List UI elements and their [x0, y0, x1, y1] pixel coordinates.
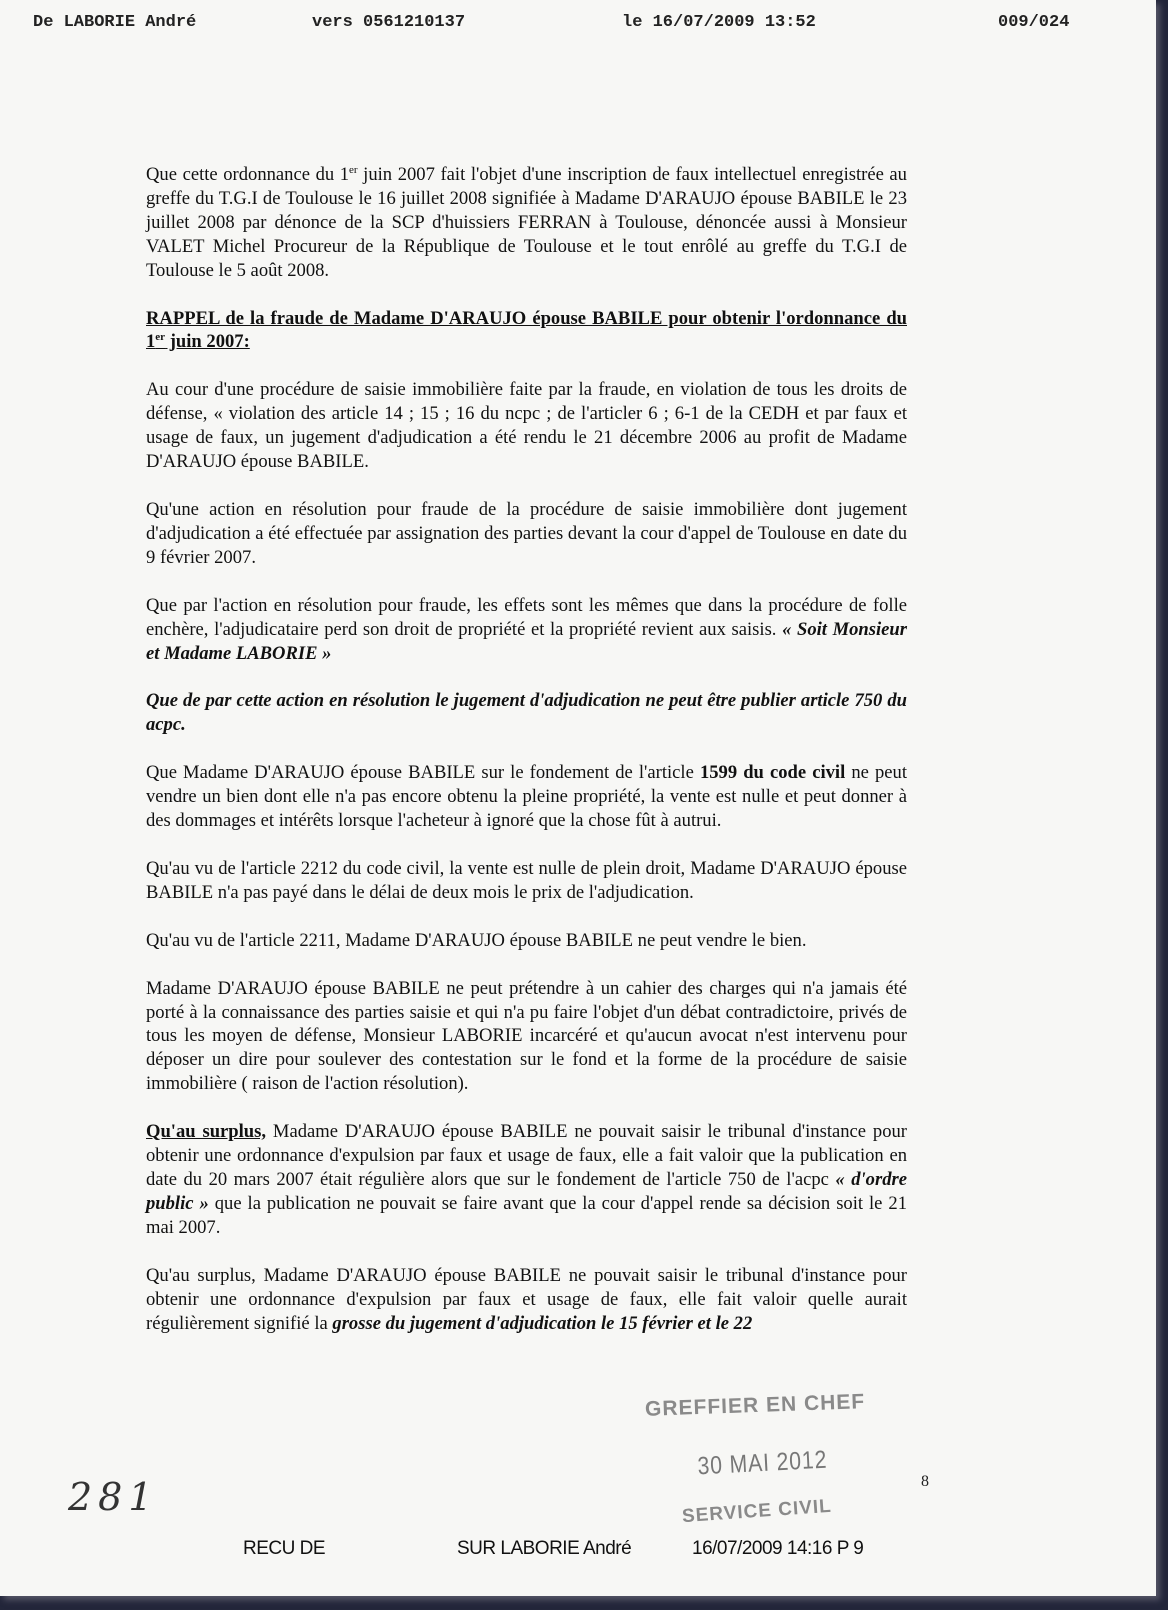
fax-recipient: vers 0561210137 [312, 13, 466, 32]
stamp-date: 30 MAI 2012 [696, 1445, 828, 1481]
fax-footer-recu: RECU DE [243, 1538, 326, 1559]
fax-sender: De LABORIE André [33, 13, 197, 32]
underlined-text: Qu'au surplus, [146, 1121, 267, 1143]
paragraph-6: Que de par cette action en résolution le jugement d'adjudication ne peut être publier article 750 du acpc. [146, 690, 907, 736]
fax-footer-date: 16/07/2009 14:16 P 9 [692, 1538, 864, 1559]
text: juin 2007 fait l'objet d'une inscription de faux intellectuel enregistrée au greffe du T.G.I de Toulouse le 16 juillet 2008 signifiée à Madame D'ARAUJO épouse BABILE le 23 juillet 2008 par dénonce de la SCP d'huissiers FERRAN à Toulouse, dénoncée aussi à Monsieur VALET Michel Procureur de la République de Toulouse et le tout enrôlé au greffe du T.G.I de Toulouse le 5 août 2008. [146, 164, 907, 281]
paragraph-12 [146, 1264, 907, 1336]
handwritten-number: 281 [68, 1475, 159, 1519]
text: Qu'au surplus, Madame D'ARAUJO épouse BABILE ne pouvait saisir le tribunal d'instance pour obtenir une ordonnance d'expulsion par faux et usage de faux, elle fait valoir quelle aurait régulièrement signifié la [146, 1264, 907, 1334]
paragraph-10: Madame D'ARAUJO épouse BABILE ne peut prétendre à un cahier des charges qui n'a jamais été porté à la connaissance des parties saisie et qui n'a pu faire l'objet d'un débat contradictoire, privés de tous les moyen de défense, Monsieur LABORIE incarcéré et qu'aucun avocat n'est intervenu pour déposer un dire pour soulever des contestation sur le fond et la forme de la procédure de saisie immobilière ( raison de l'action résolution). [146, 977, 907, 1095]
emphasis: « d'ordre public » [146, 1169, 907, 1214]
text: Que par l'action en résolution pour fraude, les effets sont les mêmes que dans la procédure de folle enchère, l'adjudicataire perd son droit de propriété et la propriété revient aux saisis. [146, 594, 907, 640]
paragraph-3: Au cour d'une procédure de saisie immobilière faite par la fraude, en violation de tous les droits de défense, « violation des article 14 ; 15 ; 16 du ncpc ; de l'articler 6 ; 6-1 de la CEDH et par faux et usage de faux, un jugement d'adjudication a été rendu le 21 décembre 2006 au profit de Madame D'ARAUJO épouse BABILE. [146, 379, 907, 473]
fax-footer-sur: SUR LABORIE André [457, 1538, 632, 1559]
paragraph-5 [146, 594, 907, 666]
page-number: 8 [921, 1473, 929, 1490]
bold-text: 1599 du code civil [699, 762, 846, 784]
paragraph-8: Qu'au vu de l'article 2212 du code civil, la vente est nulle de plein droit, Madame D'ARAUJO épouse BABILE n'a pas payé dans le délai de deux mois le prix de l'adjudication. [146, 857, 907, 903]
stamp-greffier: GREFFIER EN CHEF [644, 1390, 866, 1421]
text: que la publication ne pouvait se faire avant que la cour d'appel rende sa décision soit le 21 mai 2007. [146, 1192, 907, 1238]
emphasis: « Soit Monsieur et Madame LABORIE » [146, 618, 907, 664]
paragraph-4: Qu'une action en résolution pour fraude de la procédure de saisie immobilière dont jugement d'adjudication a été effectuée par assignation des parties devant la cour d'appel de Toulouse en date du 9 février 2007. [146, 498, 907, 568]
text: Madame D'ARAUJO épouse BABILE ne pouvait saisir le tribunal d'instance pour obtenir une ordonnance d'expulsion par faux et usage de faux, elle a fait valoir que la publication en date du 20 mars 2007 était régulière alors que sur le fondement de l'article 750 de l'acpc [146, 1121, 907, 1190]
paragraph-7 [146, 761, 907, 833]
document-body [146, 163, 907, 1359]
superscript: er [349, 163, 358, 176]
fax-page-count: 009/024 [998, 13, 1070, 32]
section-heading [146, 307, 907, 355]
superscript: er [155, 331, 166, 344]
text: juin 2007: [165, 331, 250, 353]
emphasis: grosse du jugement d'adjudication le 15 février et le 22 [332, 1312, 753, 1334]
paragraph-9: Qu'au vu de l'article 2211, Madame D'ARAUJO épouse BABILE ne peut vendre le bien. [146, 929, 807, 951]
text: ne peut vendre un bien dont elle n'a pas encore obtenu la pleine propriété, la vente est nulle et peut donner à des dommages et intérêts lorsque l'acheteur à ignoré que la chose fût à autrui. [146, 762, 907, 832]
text: Que cette ordonnance du 1 [146, 164, 350, 185]
text: Que Madame D'ARAUJO épouse BABILE sur le fondement de l'article [146, 762, 700, 784]
text: RAPPEL de la fraude de Madame D'ARAUJO épouse BABILE pour obtenir l'ordonnance du 1 [146, 307, 907, 353]
paragraph-11 [146, 1120, 907, 1240]
fax-date: le 16/07/2009 13:52 [622, 13, 816, 32]
stamp-service: SERVICE CIVIL [681, 1495, 833, 1528]
paragraph-1 [146, 163, 907, 283]
